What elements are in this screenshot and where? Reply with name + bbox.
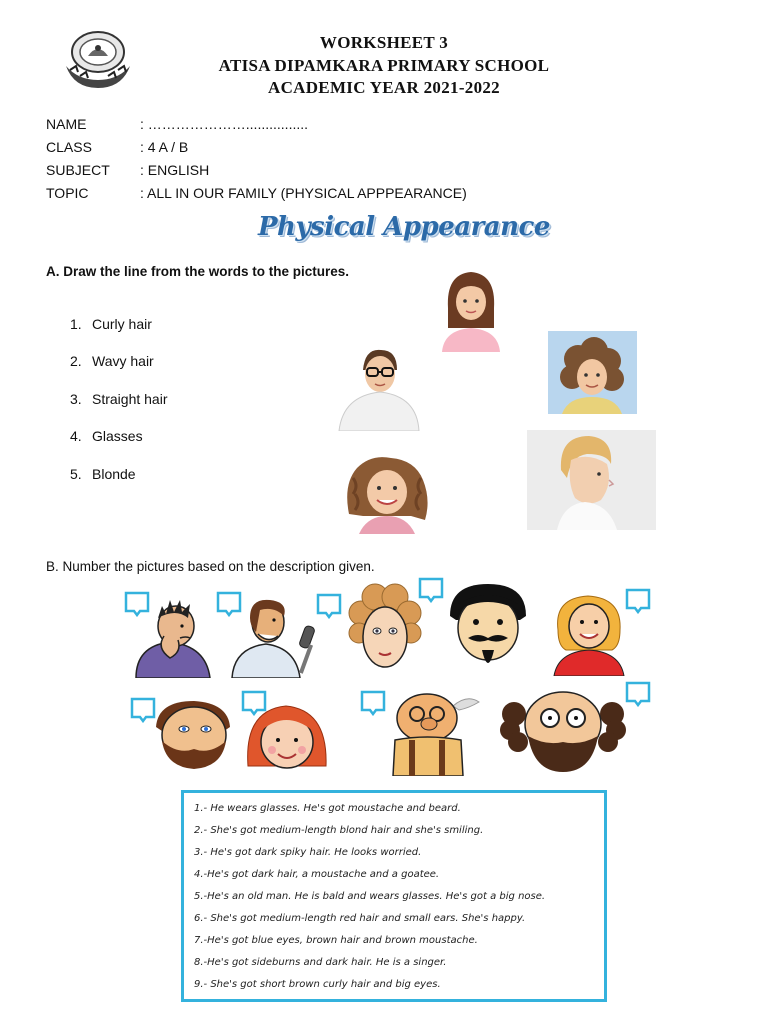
class-label: CLASS (46, 139, 92, 155)
description-line: 9.- She's got short brown curly hair and big eyes. (194, 979, 441, 990)
cartoon-blonde-girl (548, 590, 630, 676)
descriptions-box (181, 790, 607, 1002)
academic-year: ACADEMIC YEAR 2021-2022 (268, 78, 500, 97)
cartoon-curly-woman (345, 583, 425, 679)
cartoon-blue-eyes-man (146, 697, 238, 771)
subject-label: SUBJECT (46, 162, 110, 178)
section-b-title: B. Number the pictures based on the description given. (46, 559, 375, 574)
name-label: NAME (46, 116, 87, 132)
cartoon-goatee-man (442, 580, 534, 678)
description-line: 3.- He's got dark spiky hair. He looks worried. (194, 847, 422, 858)
description-line: 2.- She's got medium-length blond hair and she's smiling. (194, 825, 484, 836)
description-line: 5.-He's an old man. He is bald and wears glasses. He's got a big nose. (194, 891, 546, 902)
subject-value: : ENGLISH (140, 162, 210, 178)
photo-blonde-boy (527, 430, 656, 530)
list-item: 2. Wavy hair (70, 353, 154, 369)
description-line: 1.- He wears glasses. He's got moustache and beard. (194, 803, 461, 814)
description-line: 6.- She's got medium-length red hair and small ears. She's happy. (194, 913, 526, 924)
description-line: 8.-He's got sideburns and dark hair. He is a singer. (194, 957, 447, 968)
photo-curly-hair-boy (548, 331, 637, 414)
worksheet-title: WORKSHEET 3 (319, 33, 449, 52)
school-name: ATISA DIPAMKARA PRIMARY SCHOOL (218, 56, 550, 75)
cartoon-singer (230, 596, 330, 678)
description-line: 7.-He's got blue eyes, brown hair and brown moustache. (194, 935, 478, 946)
number-box[interactable] (625, 681, 651, 707)
photo-straight-hair-girl (436, 268, 506, 352)
cartoon-old-bald-man (383, 688, 483, 776)
list-item: 4. Glasses (70, 428, 143, 444)
physical-appearance-banner: Physical Appearance (258, 212, 550, 242)
class-value: : 4 A / B (140, 139, 189, 155)
cartoon-glasses-beard-man (500, 688, 626, 774)
topic-value: : ALL IN OUR FAMILY (PHYSICAL APPPEARANCE) (140, 185, 467, 201)
description-line: 4.-He's got dark hair, a moustache and a goatee. (194, 869, 440, 880)
topic-label: TOPIC (46, 185, 89, 201)
photo-wavy-hair-girl (341, 454, 433, 534)
list-item: 1. Curly hair (70, 316, 152, 332)
cartoon-red-hair-woman (244, 700, 330, 772)
photo-glasses-boy (335, 344, 423, 431)
section-a-title: A. Draw the line from the words to the pictures. (46, 264, 350, 279)
name-value: : …………………................ (140, 116, 309, 132)
list-item: 5. Blonde (70, 466, 136, 482)
list-item: 3. Straight hair (70, 391, 168, 407)
cartoon-worried-man (130, 596, 214, 678)
